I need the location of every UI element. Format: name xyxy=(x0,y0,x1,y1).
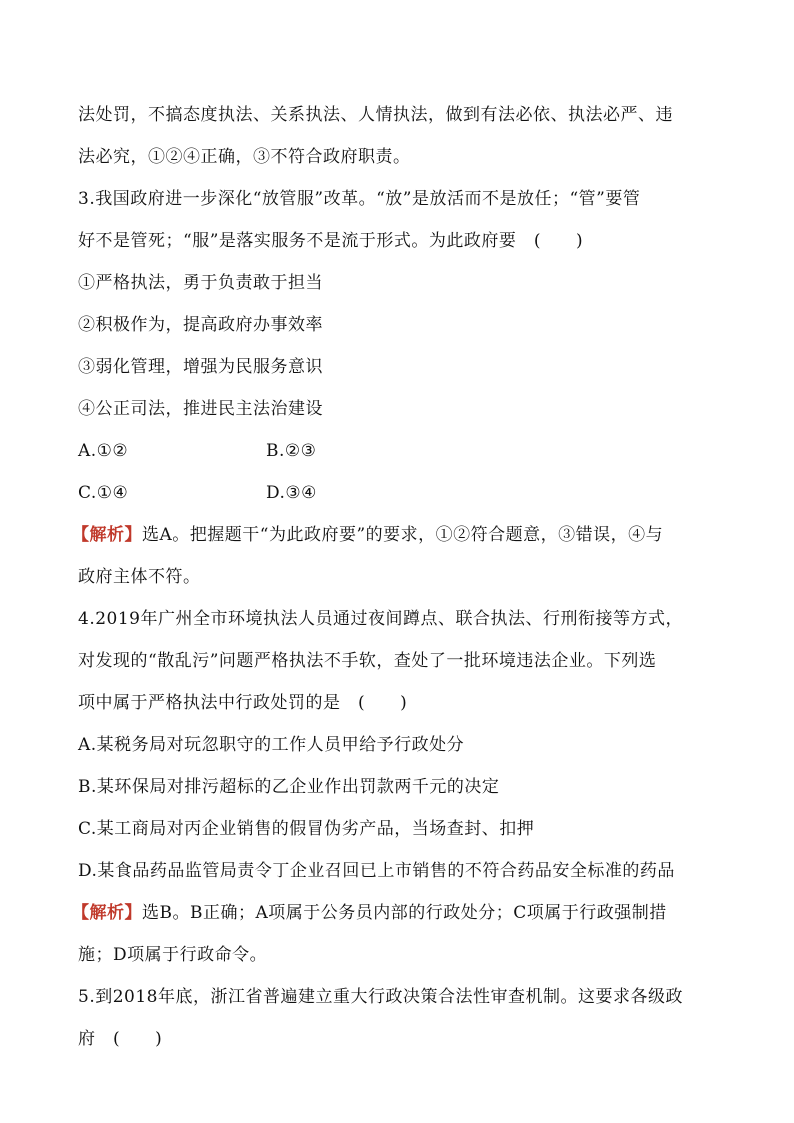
q3-options-row-2 xyxy=(78,481,317,505)
q3-item-4: ④公正司法，推进民主法治建设 xyxy=(78,399,323,419)
q3-option-c: C.①④ xyxy=(78,483,129,503)
q4-analysis-text-1: 选B。B正确；A项属于公务员内部的行政处分；C项属于行政强制措 xyxy=(142,903,667,923)
q3-options-row-1 xyxy=(78,439,317,463)
q3-analysis-line-2: 政府主体不符。 xyxy=(78,567,201,587)
q3-analysis-tag: 【解析】 xyxy=(72,525,142,545)
q3-item-3: ③弱化管理，增强为民服务意识 xyxy=(78,357,323,377)
q4-option-b: B.某环保局对排污超标的乙企业作出罚款两千元的决定 xyxy=(78,777,500,797)
prev-answer-line-1: 法处罚，不搞态度执法、关系执法、人情执法，做到有法必依、执法必严、违 xyxy=(78,105,673,125)
q4-stem-line-3: 项中属于严格执法中行政处罚的是 ( ) xyxy=(78,693,408,713)
q3-analysis-line-1 xyxy=(72,523,663,547)
q3-analysis-text-1: 选A。把握题干“为此政府要”的要求，①②符合题意，③错误，④与 xyxy=(142,525,664,545)
q3-stem-line-2: 好不是管死；“服”是落实服务不是流于形式。为此政府要 ( ) xyxy=(78,231,584,251)
q4-option-a: A.某税务局对玩忽职守的工作人员甲给予行政处分 xyxy=(78,735,465,755)
q4-analysis-tag: 【解析】 xyxy=(72,903,142,923)
q3-option-d: D.③④ xyxy=(266,483,317,503)
q4-analysis-line-2: 施；D项属于行政命令。 xyxy=(78,945,268,965)
q5-stem-line-2: 府 ( ) xyxy=(78,1029,163,1049)
q4-stem-line-2: 对发现的“散乱污”问题严格执法不手软，查处了一批环境违法企业。下列选 xyxy=(78,651,657,671)
q4-option-d: D.某食品药品监管局责令丁企业召回已上市销售的不符合药品安全标准的药品 xyxy=(78,861,675,881)
q3-item-1: ①严格执法，勇于负责敢于担当 xyxy=(78,273,323,293)
q3-option-b: B.②③ xyxy=(266,441,317,461)
q4-option-c: C.某工商局对丙企业销售的假冒伪劣产品，当场查封、扣押 xyxy=(78,819,535,839)
q4-analysis-line-1 xyxy=(72,901,667,925)
q3-item-2: ②积极作为，提高政府办事效率 xyxy=(78,315,323,335)
q3-option-a: A.①② xyxy=(78,441,129,461)
q5-stem-line-1: 5.到2018年底，浙江省普遍建立重大行政决策合法性审查机制。这要求各级政 xyxy=(78,987,683,1007)
q3-stem-line-1: 3.我国政府进一步深化“放管服”改革。“放”是放活而不是放任；“管”要管 xyxy=(78,189,641,209)
q4-stem-line-1: 4.2019年广州全市环境执法人员通过夜间蹲点、联合执法、行刑衔接等方式， xyxy=(78,609,683,629)
prev-answer-line-2: 法必究，①②④正确，③不符合政府职责。 xyxy=(78,147,411,167)
